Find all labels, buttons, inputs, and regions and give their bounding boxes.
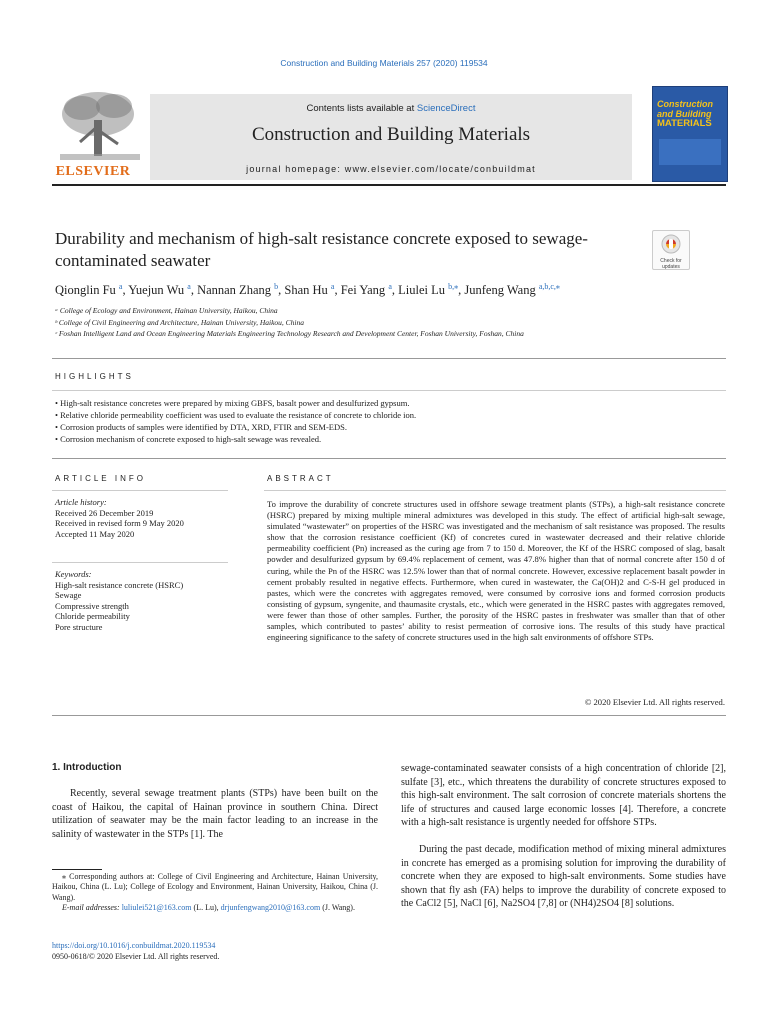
divider <box>52 358 726 359</box>
abstract-heading: ABSTRACT <box>267 474 334 483</box>
journal-header <box>52 86 726 182</box>
elsevier-logo <box>52 86 148 182</box>
keyword: Chloride permeability <box>55 611 130 622</box>
header-rule <box>52 184 726 186</box>
badge-label-2: updates <box>662 263 680 270</box>
divider <box>52 490 228 491</box>
corresponding-footnote <box>52 872 378 913</box>
keywords <box>55 569 227 633</box>
paper-title: Durability and mechanism of high-salt resistance concrete exposed to sewage-contaminated seawater <box>55 229 588 270</box>
footnote-rule <box>52 869 102 870</box>
doi-link[interactable]: https://doi.org/10.1016/j.conbuildmat.2020.119534 <box>52 941 216 950</box>
section-heading: 1. Introduction <box>52 762 122 773</box>
cover-line-1: Construction <box>657 99 713 109</box>
keyword: Compressive strength <box>55 600 129 611</box>
cover-line-3: MATERIALS <box>657 118 712 129</box>
homepage-prefix: journal homepage: <box>246 164 345 174</box>
issn-line: 0950-0618/© 2020 Elsevier Ltd. All rights reserved. <box>52 952 220 961</box>
author[interactable]: Qionglin Fu $^a$ <box>55 282 123 298</box>
article-history <box>55 497 227 539</box>
email-owner: (L. Lu), <box>193 902 219 912</box>
author[interactable]: Junfeng Wang $^{a,b,c,⁎}$ <box>464 282 560 298</box>
author-list: Qionglin Fu $^a$, Yuejun Wu $^a$, Nannan Zhang $^b$, Shan Hu $^a$, Fei Yang $^a$, Liulei Lu $^{b,⁎}$, Junfeng Wang $^{a,b,c,⁎}$ <box>55 282 560 298</box>
intro-paragraph: During the past decade, modification method of mixing mineral admixtures in concrete has emerged as a promising solution for improving the durability of concrete when they are exposed to high-salt environments. Some studies have shown that fly ash (FA) helps to improve the durability of concrete exposed to the CaCl2 [5], NaCl [6], Na2SO4 [7,8] or (NH4)2SO4 [8] solutions. <box>401 844 726 909</box>
author[interactable]: Yuejun Wu $^a$ <box>128 282 191 298</box>
article-info-heading: ARTICLE INFO <box>55 474 146 483</box>
author[interactable]: Nannan Zhang $^b$ <box>197 282 279 298</box>
journal-citation[interactable]: Construction and Building Materials 257 (2020) 119534 <box>280 58 488 68</box>
email-link[interactable]: drjunfengwang2010@163.com <box>220 902 321 912</box>
check-updates-icon <box>661 234 681 254</box>
history-revised: Received in revised form 9 May 2020 <box>55 518 184 529</box>
divider <box>264 490 726 491</box>
keyword: High-salt resistance concrete (HSRC) <box>55 579 184 590</box>
cover-title <box>657 99 723 129</box>
cover-line-2: and Building <box>657 109 712 119</box>
journal-banner <box>150 94 632 180</box>
sciencedirect-link[interactable]: ScienceDirect <box>416 103 476 114</box>
divider <box>52 458 726 459</box>
divider <box>52 562 228 563</box>
history-label: Article history: <box>55 497 107 507</box>
affiliation-c: ᶜ Foshan Intelligent Land and Ocean Engineering Materials Engineering Technology Research and Development Center, Foshan University, Foshan, China <box>55 329 524 338</box>
highlight-item: • Corrosion mechanism of concrete exposed to high-salt sewage was revealed. <box>55 434 322 444</box>
contents-line <box>150 103 632 114</box>
highlights-heading: HIGHLIGHTS <box>55 372 134 381</box>
author[interactable]: Shan Hu $^a$ <box>284 282 335 298</box>
keywords-label: Keywords: <box>55 569 92 579</box>
badge-label-1: Check for <box>660 258 682 264</box>
highlight-item: • High-salt resistance concretes were prepared by mixing GBFS, basalt power and desulfurized gypsum. <box>55 398 410 408</box>
homepage-link[interactable]: www.elsevier.com/locate/conbuildmat <box>344 164 536 174</box>
author[interactable]: Fei Yang $^a$ <box>340 282 392 298</box>
keyword: Sewage <box>55 590 82 601</box>
abstract-copyright: © 2020 Elsevier Ltd. All rights reserved. <box>584 697 725 707</box>
publisher-wordmark: ELSEVIER <box>55 164 131 179</box>
affiliation-a: ᵃ College of Ecology and Environment, Hainan University, Haikou, China <box>55 306 278 315</box>
abstract-text: To improve the durability of concrete structures used in offshore sewage treatment plants (STPs), a high-salt resistance concrete (HSRC) prepared by mixing multiple mineral admixtures was developed in this study. The effect of artificial high-salt sewage, simulated “wastewater” on properties of the HSRC was investigated and the mechanism of salt resistance was proposed. The results show that the corrosion resistance coefficient (Kf) of concretes cured in wastewater decreased and their relative chloride permeability coefficient (Pn) increased as the curing age from 7 to 150 d. Moreover, the Kf of the HSRC composed of slag, basalt powder and desulfurized gypsum by 69.4% replacement of cement, was 47.8% higher than that of normal concrete after 150 d of curing, while the Pn of the HSRC was 12.5% lower than that of normal concrete. However, excessive replacement basalt powder in cement probably resulted in negative effects. Furthermore, when cured in wastewater, the Ca(OH)2 and C-S-H gel produced in pastes, which were the concretes with aggregates removed, were consumed by corrosive ions and formed corrosion products consisting of gypsum, syngenite, and thaumasite crystals, etc., which were generated in the HSRC pastes with aggregates removed, were fewer than those of other samples. Further, the porosity of the HSRC pastes in freshwater was smaller than that of other samples, which contributed to pastes’ ability to resist permeation of corrosive ions. The results of this study have practical engineering significance to the safety of concrete structures used in the high salt environments of offshore STPs. <box>267 499 725 643</box>
author[interactable]: Liulei Lu $^{b,⁎}$ <box>398 282 459 298</box>
contents-prefix: Contents lists available at <box>306 103 417 114</box>
journal-name: Construction and Building Materials <box>251 124 531 145</box>
highlight-item: • Corrosion products of samples were identified by DTA, XRD, FTIR and SEM-EDS. <box>55 422 347 432</box>
journal-homepage <box>150 164 632 174</box>
highlight-item: • Relative chloride permeability coefficient was used to evaluate the resistance of concrete to chloride ion. <box>55 410 417 420</box>
divider <box>52 390 726 391</box>
email-line <box>52 903 378 913</box>
email-label: E-mail addresses: <box>62 902 120 912</box>
journal-cover[interactable] <box>652 86 728 182</box>
email-owner: (J. Wang). <box>322 902 355 912</box>
affiliation-b: ᵇ College of Civil Engineering and Architecture, Hainan University, Haikou, China <box>55 318 304 327</box>
divider <box>52 715 726 716</box>
history-received: Received 26 December 2019 <box>55 507 154 518</box>
keyword: Pore structure <box>55 621 103 632</box>
email-link[interactable]: luliulei521@163.com <box>121 902 192 912</box>
intro-paragraph: sewage-contaminated seawater consists of a high concentration of chloride [2], sulfate [3], etc., which threatens the durability of concrete structures exposed to this high-salt environment. The salt corrosion of concrete materials shortens the life of structures and caused large economic losses [4]. Therefore, a concrete with a high-salt resistance is urgently needed for offshore STPs. <box>401 763 726 828</box>
check-for-updates-badge[interactable] <box>652 230 690 270</box>
cover-graphic <box>659 139 721 165</box>
corresponding-note: ⁎ Corresponding authors at: College of Civil Engineering and Architecture, Hainan University, Haikou, China (L. Lu); College of Ecology and Environment, Hainan University, Haikou, China (J. Wang). <box>52 872 378 902</box>
intro-paragraph: Recently, several sewage treatment plants (STPs) have been built on the coast of Haikou, the capital of Hainan province in southern China. Direct utilization of seawater may be the main factor leading to an increase in the salinity of wastewater in the STPs [1]. The <box>52 788 378 840</box>
history-accepted: Accepted 11 May 2020 <box>55 528 135 539</box>
